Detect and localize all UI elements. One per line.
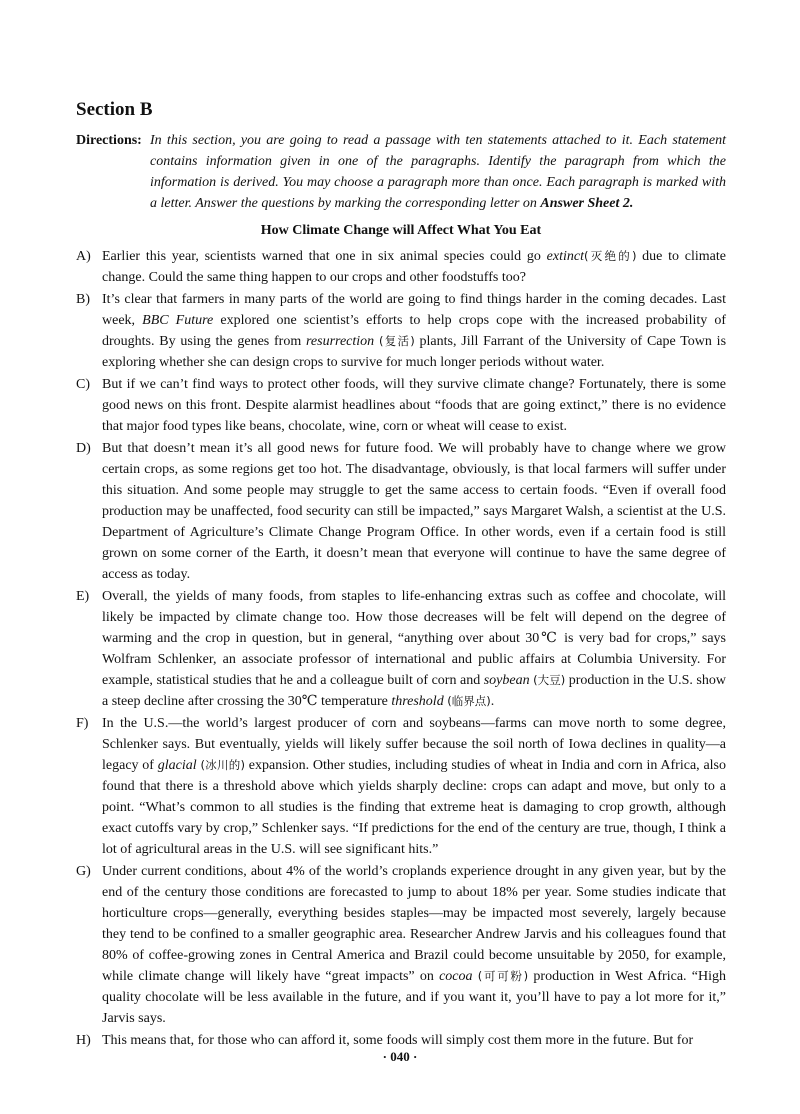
paragraph-text: production in the U.S. show a steep decline after crossing the 30℃ temperature <box>102 673 726 709</box>
directions-text <box>150 133 726 211</box>
paragraph-g <box>76 861 726 1029</box>
paragraph-text: production in West Africa. “High quality chocolate will be less available in the future, and if you want it, you’ll have to pay a lot more for it,” Jarvis says. <box>102 969 726 1026</box>
directions-text-main: In this section, you are going to read a passage with ten statements attached to it. Each statement contains information given in one of the paragraphs. Identify the paragraph from which the information is derived. You may choose a paragraph more than once. Each paragraph is marked with a letter. Answer the questions by marking the corresponding letter on <box>150 133 726 211</box>
page-number: · 040 · <box>382 1049 418 1064</box>
paragraph-text: explored one scientist’s efforts to help crops cope with the increased probability of droughts. By using the genes from <box>102 313 726 349</box>
glossed-word: extinct <box>546 249 584 264</box>
paragraph-b <box>76 289 726 373</box>
glossed-word: cocoa <box>439 969 473 984</box>
paragraph-text: Earlier this year, scientists warned that one in six animal species could go <box>102 249 547 264</box>
paragraph-letter: B) <box>76 292 90 307</box>
chinese-gloss: (冰川的) <box>200 758 246 772</box>
paragraph-letter: C) <box>76 377 90 392</box>
paragraph-text: But that doesn’t mean it’s all good news for future food. We will probably have to change where we grow certain crops, as some regions get too hot. The disadvantage, obviously, is that local farmers will suffer under this situation. And some people may struggle to get the same access to certain foods. “Even if overall food production may be unaffected, food security can still be impacted,” says Margaret Walsh, a scientist at the U.S. Department of Agriculture’s Climate Change Program Office. In other words, even if a certain food is still grown on some corner of the Earth, it doesn’t mean that everyone will continue to have the same degree of access as today. <box>102 441 726 582</box>
paragraph-d <box>76 438 726 585</box>
paragraph-f <box>76 713 726 860</box>
paragraph-letter: F) <box>76 716 89 731</box>
glossed-word: soybean <box>483 673 530 688</box>
paragraph-text: In the U.S.—the world’s largest producer of corn and soybeans—farms can move north to some degree, Schlenker says. But eventually, yields will likely suffer because the soil north of Iowa declines in quality—a legacy of <box>102 716 726 773</box>
chinese-gloss: (复活) <box>378 334 415 348</box>
glossed-word: resurrection <box>306 334 375 349</box>
directions-block <box>76 130 726 214</box>
paragraph-text: Overall, the yields of many foods, from staples to life-enhancing extras such as coffee and chocolate, will likely be impacted by climate change too. How those decreases will be felt will depend on the degree of warming and the crop in question, but in general, “anything over about 30℃ is very bad for crops,” says Wolfram Schlenker, an associate professor of international and public affairs at Columbia University. For example, statistical studies that he and a colleague built of corn and <box>102 589 726 688</box>
glossed-word: glacial <box>157 758 197 773</box>
paragraph-c <box>76 374 726 437</box>
paragraph-text: But if we can’t find ways to protect other foods, will they survive climate change? Fortunately, there is some good news on this front. Despite alarmist headlines about “foods that are going extinct,” there is no evidence that major food types like beans, chocolate, wine, corn or wheat will cease to exist. <box>102 377 726 434</box>
section-title: Section B <box>76 99 153 120</box>
paragraph-a <box>76 246 726 288</box>
paragraph-text: expansion. Other studies, including studies of wheat in India and corn in Africa, also found that there is a threshold above which yields sharply decline: crops can adapt and move, but only to a point. “What’s common to all studies is the finding that extreme heat is damaging to crop growth, although exact cutoffs vary by crop,” Schlenker says. “If predictions for the end of the century are true, though, I think a lot of agricultural areas in the U.S. will see significant hits.” <box>102 758 726 857</box>
chinese-gloss: (临界点) <box>447 694 491 708</box>
paragraph-text: It’s clear that farmers in many parts of the world are going to find things harder in the coming decades. Last week, <box>102 292 726 328</box>
paragraph-letter: E) <box>76 589 90 604</box>
paragraph-text: This means that, for those who can afford it, some foods will simply cost them more in the future. But for <box>102 1033 694 1048</box>
chinese-gloss: (可可粉) <box>477 969 529 983</box>
italic-title: BBC Future <box>142 313 214 328</box>
paragraph-letter: H) <box>76 1033 91 1048</box>
document-page <box>76 98 726 1052</box>
paragraph-letter: D) <box>76 441 91 456</box>
paragraph-text: due to climate change. Could the same thing happen to our crops and other foodstuffs too? <box>102 249 726 285</box>
directions-label: Directions: <box>76 133 142 148</box>
paragraph-letter: G) <box>76 864 91 879</box>
glossed-word: threshold <box>391 694 444 709</box>
answer-sheet-ref: Answer Sheet 2. <box>540 196 634 211</box>
paragraph-text: . <box>490 694 495 709</box>
paragraph-text: Under current conditions, about 4% of the world’s croplands experience drought in any given year, but by the end of the century those conditions are forecasted to jump to about 18% per year. Some studies indicate that horticulture crops—generally, everything besides staples—may be impacted most severely, largely because they tend to be confined to a smaller geographic area. Researcher Andrew Jarvis and his colleagues found that 80% of coffee-growing zones in Central America and Brazil could become unsuitable by 2050, for example, while climate change will likely have “great impacts” on <box>102 864 726 984</box>
paragraph-text: plants, Jill Farrant of the University of Cape Town is exploring whether she can design crops to survive for much longer periods without water. <box>102 334 727 370</box>
paragraph-h <box>76 1030 726 1051</box>
paragraph-letter: A) <box>76 249 91 264</box>
article-title: How Climate Change will Affect What You Eat <box>260 223 542 238</box>
chinese-gloss: (大豆) <box>533 673 566 687</box>
paragraph-e <box>76 586 726 712</box>
chinese-gloss: (灭绝的) <box>583 249 637 263</box>
